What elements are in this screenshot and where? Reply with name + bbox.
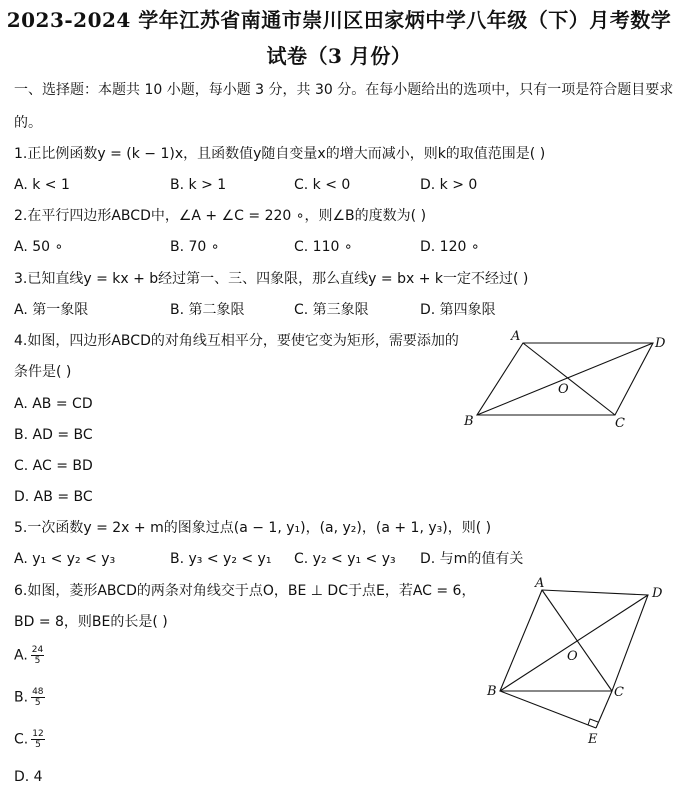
option-b: B. k > 1 [170, 177, 227, 193]
question-4-stem: 4.如图，四边形ABCD的对角线互相平分，要使它变为矩形，需要添加的 [14, 333, 459, 349]
option-c: C. 110 ∘ [294, 239, 353, 255]
question-4-option-c: C. AC = BD [14, 458, 93, 474]
question-4-option-a: A. AB = CD [14, 396, 93, 412]
rhombus-figure [480, 575, 675, 750]
fraction-denominator: 5 [35, 740, 41, 750]
option-b: B. y₃ < y₂ < y₁ [170, 551, 272, 567]
option-a: A. y₁ < y₂ < y₃ [14, 551, 116, 567]
question-4-option-d: D. AB = BC [14, 489, 93, 505]
option-b: B. 70 ∘ [170, 239, 220, 255]
question-6-option-c [14, 729, 45, 750]
fraction [31, 687, 44, 708]
option-letter: C. [14, 731, 29, 748]
option-letter: B. [14, 689, 29, 706]
question-3-stem: 3.已知直线y = kx + b经过第一、三、四象限，那么直线y = bx + k一定不经过( ) [14, 271, 529, 287]
label-a: A [511, 329, 521, 344]
diagonal-bd [500, 595, 648, 691]
question-6-option-d: D. 4 [14, 769, 43, 785]
label-d: D [655, 336, 666, 351]
parallelogram-figure [455, 325, 675, 435]
question-5-options [14, 549, 534, 569]
extension-ce [596, 691, 612, 728]
label-e: E [588, 732, 598, 747]
label-a: A [535, 576, 545, 591]
option-b: B. 第二象限 [170, 302, 245, 318]
question-6-option-b [14, 687, 45, 708]
section-heading-cont: 的。 [14, 115, 42, 131]
fraction-denominator: 5 [34, 656, 41, 666]
question-4-stem-cont: 条件是( ) [14, 364, 72, 380]
option-letter: A. [14, 647, 28, 664]
fraction-numerator: 24 [31, 645, 44, 655]
question-1-stem: 1.正比例函数y = (k − 1)x，且函数值y随自变量x的增大而减小，则k的取值范围是( ) [14, 146, 546, 162]
rhombus-outline [500, 590, 648, 691]
option-c: C. k < 0 [294, 177, 351, 193]
section-heading: 一、选择题：本题共 10 小题，每小题 3 分，共 30 分。在每小题给出的选项中，只有一项是符合题目要求 [14, 82, 674, 98]
question-5-stem: 5.一次函数y = 2x + m的图象过点(a − 1, y₁)，(a, y₂)，(a + 1, y₃)，则( ) [14, 520, 492, 536]
option-d: D. k > 0 [420, 177, 478, 193]
diagonal-ac [523, 343, 615, 415]
question-1-options [14, 175, 534, 195]
option-a: A. 第一象限 [14, 302, 89, 318]
label-d: D [652, 586, 663, 601]
question-2-stem: 2.在平行四边形ABCD中，∠A + ∠C = 220 ∘，则∠B的度数为( ) [14, 208, 427, 224]
fraction [31, 645, 44, 666]
option-c: C. y₂ < y₁ < y₃ [294, 551, 396, 567]
fraction-denominator: 5 [34, 698, 41, 708]
question-3-options [14, 300, 534, 320]
question-2-options [14, 237, 534, 257]
option-d: D. 第四象限 [420, 302, 496, 318]
option-c: C. 第三象限 [294, 302, 369, 318]
option-d: D. 与m的值有关 [420, 551, 524, 567]
option-a: A. k < 1 [14, 177, 70, 193]
fraction [31, 729, 44, 750]
label-b: B [487, 684, 497, 699]
option-a: A. 50 ∘ [14, 239, 64, 255]
option-d: D. 120 ∘ [420, 239, 480, 255]
perpendicular-be [500, 691, 596, 728]
fraction-numerator: 12 [32, 729, 44, 739]
question-4-option-b: B. AD = BC [14, 427, 93, 443]
question-6-option-a [14, 645, 44, 666]
question-6-stem: 6.如图，菱形ABCD的两条对角线交于点O，BE ⊥ DC于点E，若AC = 6， [14, 583, 476, 599]
label-c: C [614, 685, 624, 700]
question-6-stem-cont: BD = 8，则BE的长是( ) [14, 614, 168, 630]
label-c: C [615, 416, 625, 431]
right-angle-mark [588, 719, 598, 725]
label-o: O [567, 649, 578, 664]
exam-title-line2: 试卷（3 月份） [266, 44, 412, 68]
label-o: O [558, 382, 569, 397]
exam-title-line1: 2023-2024 学年江苏省南通市崇川区田家炳中学八年级（下）月考数学 [6, 8, 672, 32]
diagonal-bd [477, 343, 653, 415]
label-b: B [464, 414, 474, 429]
fraction-numerator: 48 [32, 687, 44, 697]
